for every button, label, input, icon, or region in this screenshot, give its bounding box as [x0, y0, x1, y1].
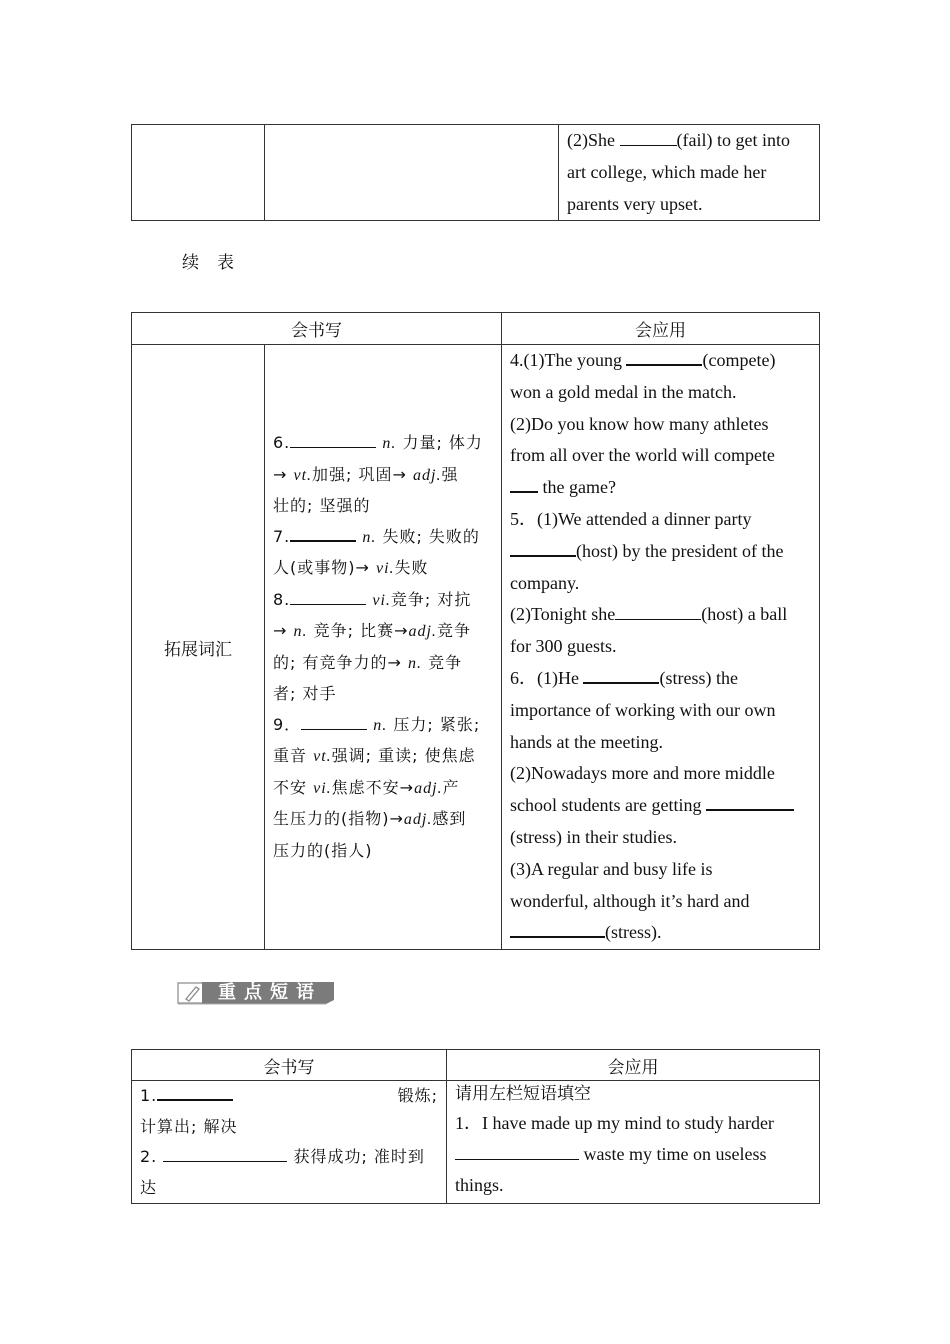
q5-2-blank[interactable]	[615, 603, 701, 620]
arrow: →	[273, 621, 294, 641]
item-6-adj: 强	[441, 464, 459, 484]
phrase-1-cont: 计算出; 解决	[140, 1116, 238, 1136]
pos-vi: vi.	[375, 560, 395, 578]
pos-n: n.	[407, 654, 422, 672]
item-8-noun: 竞争; 比赛→	[307, 621, 409, 641]
q6-1-word: (stress) the	[659, 667, 738, 688]
q6-2-text: school students are getting	[510, 795, 706, 816]
q5-2-word: (host) a ball	[701, 604, 788, 625]
phrase-1	[140, 1081, 438, 1112]
item-8	[273, 585, 493, 710]
pos-vt: vt.	[313, 748, 332, 766]
banner-title: 重点短语	[218, 982, 322, 1003]
q6-1-blank[interactable]	[583, 666, 659, 684]
q5-1-line3: company.	[510, 572, 580, 593]
item-9-num: 9．	[273, 714, 302, 734]
item-9-verb: 强调; 重读; 使焦虑	[331, 746, 476, 766]
q5-2-line1	[510, 599, 811, 631]
pos-n: n.	[373, 716, 388, 734]
item-8-blank[interactable]	[290, 588, 366, 605]
item-8-noun2: 竞争	[421, 652, 463, 672]
q6-2-blank[interactable]	[706, 793, 794, 811]
fail-line-2: art college, which made her	[567, 161, 767, 182]
item-8-num: 8.	[273, 589, 291, 609]
vocab-table	[131, 312, 820, 950]
q4-2-text: the game?	[538, 477, 616, 498]
phrase-2-blank[interactable]	[163, 1145, 287, 1162]
q5-1-text: (host) by the president of the	[576, 540, 784, 561]
item-8-adj-cont: 的; 有竞争力的→	[273, 652, 408, 672]
item-7-verb: 失败	[394, 558, 429, 578]
pos-adj: adj.	[408, 623, 437, 641]
item-9-blank[interactable]	[301, 713, 367, 730]
q6-2-line1: (2)Nowadays more and more middle	[510, 763, 775, 784]
q4-1-blank[interactable]	[626, 348, 702, 366]
header-write: 会书写	[132, 313, 502, 345]
q6-3-blank[interactable]	[510, 920, 605, 938]
phrase-q1-line3: things.	[455, 1175, 504, 1195]
q5-1-blank[interactable]	[510, 539, 576, 557]
item-9-meaning: 压力; 紧张;	[387, 714, 481, 734]
item-6	[273, 428, 493, 522]
pos-vi: vi.	[372, 591, 391, 609]
item-9	[273, 710, 493, 867]
pos-n: n.	[293, 623, 308, 641]
phrase-2-num: 2.	[140, 1147, 158, 1166]
q4-1-word: (compete)	[702, 350, 776, 370]
q4-1-line2: won a gold medal in the match.	[510, 381, 737, 402]
q6-1-line2: importance of working with our own	[510, 699, 776, 720]
pos-vi: vi.	[313, 779, 332, 797]
category-label: 拓展词汇	[132, 345, 265, 950]
item-6-adj-cont: 壮的; 坚强的	[273, 496, 371, 516]
q4-2-line2: from all over the world will compete	[510, 445, 775, 466]
q6-2-line2	[510, 790, 811, 822]
item-9-adj: 产	[442, 777, 460, 797]
empty-cell-1	[132, 125, 265, 221]
q6-1-line1	[510, 663, 811, 695]
fail-text-end: to get into	[712, 130, 790, 150]
q6-3-word: (stress).	[605, 922, 662, 943]
q5-2-text: (2)Tonight she	[510, 604, 616, 625]
item-7-num: 7.	[273, 526, 291, 546]
q5-1-line1: 5．(1)We attended a dinner party	[510, 508, 752, 529]
item-7	[273, 522, 493, 585]
phrases-header-write: 会书写	[132, 1050, 447, 1081]
q4-1-text: 4.(1)The young	[510, 350, 627, 370]
q6-1-line3: hands at the meeting.	[510, 731, 663, 752]
pos-n: n.	[382, 435, 397, 453]
phrase-q1-blank[interactable]	[455, 1143, 579, 1160]
fail-text-start: (2)She	[567, 130, 620, 150]
item-7-meaning-cont: 人(或事物)→	[273, 558, 376, 578]
pos-adj: adj.	[413, 466, 442, 484]
empty-cell-2	[265, 125, 559, 221]
phrase-1-num: 1.	[140, 1086, 158, 1105]
phrase-2-cont: 达	[140, 1177, 158, 1197]
item-9-adj2: 感到	[432, 809, 467, 829]
q4-2-blank[interactable]	[510, 475, 538, 493]
q5-1-line2	[510, 536, 811, 568]
fail-line-3: parents very upset.	[567, 193, 703, 214]
q6-2-line3: (stress) in their studies.	[510, 826, 677, 847]
apply-column	[502, 345, 820, 950]
phrases-header-apply: 会应用	[447, 1050, 820, 1081]
pos-n: n.	[362, 528, 377, 546]
q6-1-text: 6．(1)He	[510, 667, 584, 688]
phrase-q1-text: waste my time on useless	[579, 1144, 767, 1164]
phrase-q1-line2	[455, 1139, 811, 1170]
item-6-num: 6.	[273, 433, 291, 453]
q6-3-line3	[510, 917, 811, 949]
item-8-meaning: 竞争; 对抗	[390, 589, 472, 609]
phrase-1-blank[interactable]	[157, 1083, 233, 1101]
phrases-table	[131, 1049, 820, 1204]
item-9-vi: 焦虑不安→	[331, 777, 415, 797]
item-9-adj2-cont: 压力的(指人)	[273, 840, 373, 860]
phrase-q1-line1: 1．I have made up my mind to study harder	[455, 1113, 774, 1133]
arrow: →	[273, 464, 294, 484]
fail-word: (fail)	[676, 130, 713, 150]
item-8-adj: 竞争	[436, 621, 471, 641]
pos-adj: adj.	[414, 779, 443, 797]
item-6-meaning: 力量; 体力	[396, 433, 483, 453]
item-9-adj-cont: 生压力的(指物)→	[273, 809, 404, 829]
q4-2-line3	[510, 472, 811, 504]
phrase-2-meaning: 获得成功; 准时到	[293, 1147, 425, 1166]
fail-blank[interactable]	[620, 129, 677, 146]
phrase-1-meaning: 锻炼;	[397, 1086, 438, 1105]
phrases-apply-column	[447, 1081, 820, 1204]
q6-3-line2: wonderful, although it’s hard and	[510, 890, 750, 911]
fail-exercise-cell	[559, 125, 820, 221]
instruction: 请用左栏短语填空	[455, 1084, 591, 1104]
phrases-write-column	[132, 1081, 447, 1204]
header-apply: 会应用	[502, 313, 820, 345]
pos-vt: vt.	[293, 466, 313, 484]
item-7-blank[interactable]	[290, 524, 356, 542]
q4-2-line1: (2)Do you know how many athletes	[510, 413, 769, 434]
q5-2-line2: for 300 guests.	[510, 636, 617, 657]
item-7-meaning: 失败; 失败的	[376, 526, 480, 546]
item-8-noun2-cont: 者; 对手	[273, 684, 337, 704]
write-column	[265, 345, 502, 950]
pos-adj: adj.	[403, 811, 433, 829]
section-banner	[176, 980, 334, 1006]
q6-3-line1: (3)A regular and busy life is	[510, 858, 713, 879]
item-9-verb-cont: 不安	[273, 777, 314, 797]
item-6-blank[interactable]	[290, 431, 376, 448]
item-6-verb: 加强; 巩固→	[312, 464, 414, 484]
q4-1-line	[510, 345, 811, 377]
item-9-meaning-cont: 重音	[273, 746, 314, 766]
phrase-2	[140, 1142, 438, 1173]
top-table	[131, 124, 820, 221]
continued-label: 续表	[182, 253, 252, 273]
